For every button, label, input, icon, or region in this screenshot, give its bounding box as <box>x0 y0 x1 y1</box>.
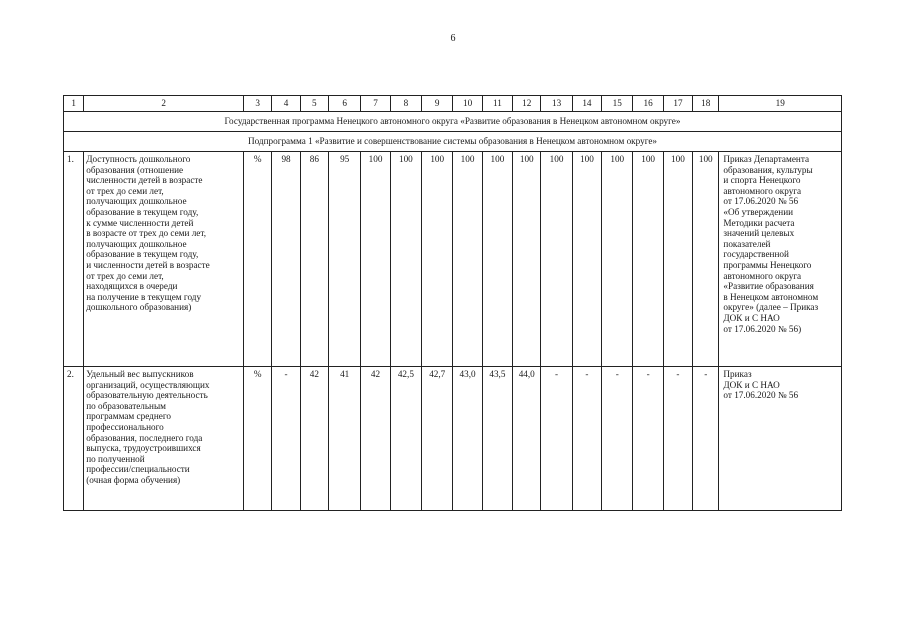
header-cell: 4 <box>272 96 300 112</box>
page-number: 6 <box>450 33 456 44</box>
subprogram-title: Подпрограмма 1 «Развитие и совершенствование системы образования в Ненецком автономном округе» <box>64 132 842 152</box>
value-cell: 100 <box>602 152 633 367</box>
header-cell: 14 <box>572 96 601 112</box>
header-cell: 19 <box>719 96 842 112</box>
row-number: 1. <box>64 152 84 367</box>
header-cell: 6 <box>329 96 361 112</box>
value-cell: 100 <box>693 152 719 367</box>
value-cell: 42,7 <box>422 367 453 511</box>
header-cell: 5 <box>300 96 328 112</box>
table-row <box>64 152 842 367</box>
value-cell: 100 <box>453 152 482 367</box>
header-cell: 1 <box>64 96 84 112</box>
value-cell: 43,5 <box>482 367 512 511</box>
value-cell: 42 <box>361 367 390 511</box>
header-cell: 8 <box>390 96 421 112</box>
value-cell: 42,5 <box>390 367 421 511</box>
unit-cell: % <box>244 152 272 367</box>
value-cell: - <box>572 367 601 511</box>
value-cell: 43,0 <box>453 367 482 511</box>
value-cell: 100 <box>361 152 390 367</box>
header-cell: 7 <box>361 96 390 112</box>
value-cell: 100 <box>482 152 512 367</box>
program-title-row <box>64 112 842 132</box>
header-cell: 2 <box>84 96 244 112</box>
source-document: Приказ Департамента образования, культуры и спорта Ненецкого автономного округа от 17.06.2020 № 56 «Об утверждении Методики расчета значений целевых показателей государственной программы Ненецкого автономного округа «Развитие образования в Ненецком автономном округе» (далее – Приказ ДОК и С НАО от 17.06.2020 № 56) <box>719 152 842 367</box>
subprogram-title-row <box>64 132 842 152</box>
value-cell: 100 <box>390 152 421 367</box>
header-cell: 18 <box>693 96 719 112</box>
header-cell: 3 <box>244 96 272 112</box>
header-cell: 11 <box>482 96 512 112</box>
header-cell: 15 <box>602 96 633 112</box>
value-cell: 86 <box>300 152 328 367</box>
value-cell: - <box>633 367 663 511</box>
value-cell: 100 <box>513 152 541 367</box>
column-number-row <box>64 96 842 112</box>
value-cell: 100 <box>572 152 601 367</box>
value-cell: 98 <box>272 152 300 367</box>
indicators-table <box>63 95 842 511</box>
value-cell: - <box>272 367 300 511</box>
value-cell: 100 <box>541 152 572 367</box>
row-number: 2. <box>64 367 84 511</box>
header-cell: 17 <box>663 96 692 112</box>
value-cell: 95 <box>329 152 361 367</box>
value-cell: 100 <box>633 152 663 367</box>
value-cell: 100 <box>663 152 692 367</box>
source-document: Приказ ДОК и С НАО от 17.06.2020 № 56 <box>719 367 842 511</box>
unit-cell: % <box>244 367 272 511</box>
table-row <box>64 367 842 511</box>
program-title: Государственная программа Ненецкого автономного округа «Развитие образования в Ненецком автономном округе» <box>64 112 842 132</box>
header-cell: 13 <box>541 96 572 112</box>
header-cell: 16 <box>633 96 663 112</box>
value-cell: 42 <box>300 367 328 511</box>
value-cell: - <box>602 367 633 511</box>
value-cell: - <box>541 367 572 511</box>
value-cell: - <box>663 367 692 511</box>
indicator-name: Доступность дошкольного образования (отношение численности детей в возрасте от трех до семи лет, получающих дошкольное образование в текущем году, к сумме численности детей в возрасте от трех до семи лет, получающих дошкольное образование в текущем году, и численности детей в возрасте от трех до семи лет, находящихся в очереди на получение в текущем году дошкольного образования) <box>84 152 244 367</box>
value-cell: 44,0 <box>513 367 541 511</box>
indicator-name: Удельный вес выпускников организаций, осуществляющих образовательную деятельность по образовательным программам среднего профессионального образования, последнего года выпуска, трудоустроившихся по полученной профессии/специальности (очная форма обучения) <box>84 367 244 511</box>
header-cell: 10 <box>453 96 482 112</box>
value-cell: - <box>693 367 719 511</box>
value-cell: 100 <box>422 152 453 367</box>
header-cell: 12 <box>513 96 541 112</box>
value-cell: 41 <box>329 367 361 511</box>
header-cell: 9 <box>422 96 453 112</box>
